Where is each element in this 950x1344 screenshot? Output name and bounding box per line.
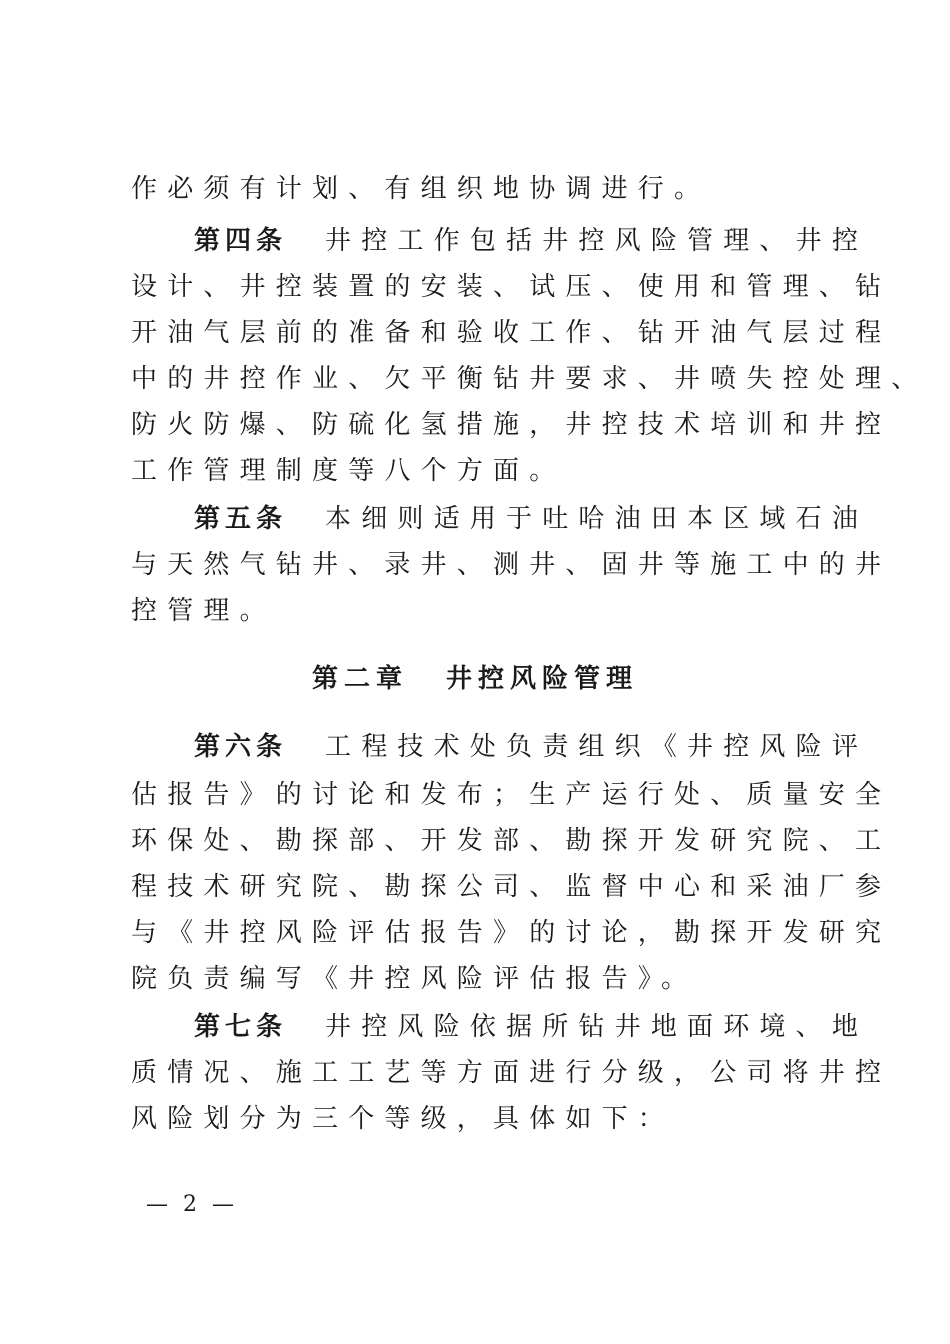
article-6-label: 第六条 bbox=[194, 732, 288, 762]
article-4-line-1 bbox=[194, 218, 869, 264]
chapter-heading bbox=[0, 656, 950, 702]
article-6-line-4: 程技术研究院、勘探公司、监督中心和采油厂参 bbox=[131, 872, 892, 902]
article-4-text-1: 井控工作包括井控风险管理、井控 bbox=[325, 226, 869, 256]
article-6-text-1: 工程技术处负责组织《井控风险评 bbox=[325, 732, 869, 762]
article-5-line-2: 与天然气钻井、录井、测井、固井等施工中的井 bbox=[131, 550, 892, 580]
article-4-line-2: 设计、井控装置的安装、试压、使用和管理、钻 bbox=[131, 272, 892, 302]
article-4-line-4: 中的井控作业、欠平衡钻井要求、井喷失控处理、 bbox=[131, 364, 928, 394]
article-4-label: 第四条 bbox=[194, 226, 288, 256]
article-6-line-6: 院负责编写《井控风险评估报告》。 bbox=[131, 964, 698, 994]
article-5-line-3: 控管理。 bbox=[131, 596, 276, 626]
article-7-line-3: 风险划分为三个等级，具体如下： bbox=[131, 1104, 675, 1134]
article-5-line-1 bbox=[194, 496, 869, 542]
article-7-line-2: 质情况、施工工艺等方面进行分级，公司将井控 bbox=[131, 1058, 892, 1088]
article-6-line-1 bbox=[194, 724, 869, 770]
page-number: — 2 — bbox=[146, 1192, 238, 1217]
chapter-title: 井控风险管理 bbox=[446, 664, 639, 694]
article-7-label: 第七条 bbox=[194, 1012, 288, 1042]
chapter-number: 第二章 bbox=[311, 664, 408, 694]
article-4-line-5: 防火防爆、防硫化氢措施，井控技术培训和井控 bbox=[131, 410, 892, 440]
article-6-line-2: 估报告》的讨论和发布；生产运行处、质量安全 bbox=[131, 780, 892, 810]
article-5-text-1: 本细则适用于吐哈油田本区域石油 bbox=[325, 504, 869, 534]
article-6-line-3: 环保处、勘探部、开发部、勘探开发研究院、工 bbox=[131, 826, 892, 856]
article-4-line-3: 开油气层前的准备和验收工作、钻开油气层过程 bbox=[131, 318, 892, 348]
article-7-line-1 bbox=[194, 1004, 869, 1050]
article-7-text-1: 井控风险依据所钻井地面环境、地 bbox=[325, 1012, 869, 1042]
article-5-label: 第五条 bbox=[194, 504, 288, 534]
article-4-line-6: 工作管理制度等八个方面。 bbox=[131, 456, 566, 486]
intro-line-1: 作必须有计划、有组织地协调进行。 bbox=[131, 174, 711, 204]
article-6-line-5: 与《井控风险评估报告》的讨论，勘探开发研究 bbox=[131, 918, 892, 948]
